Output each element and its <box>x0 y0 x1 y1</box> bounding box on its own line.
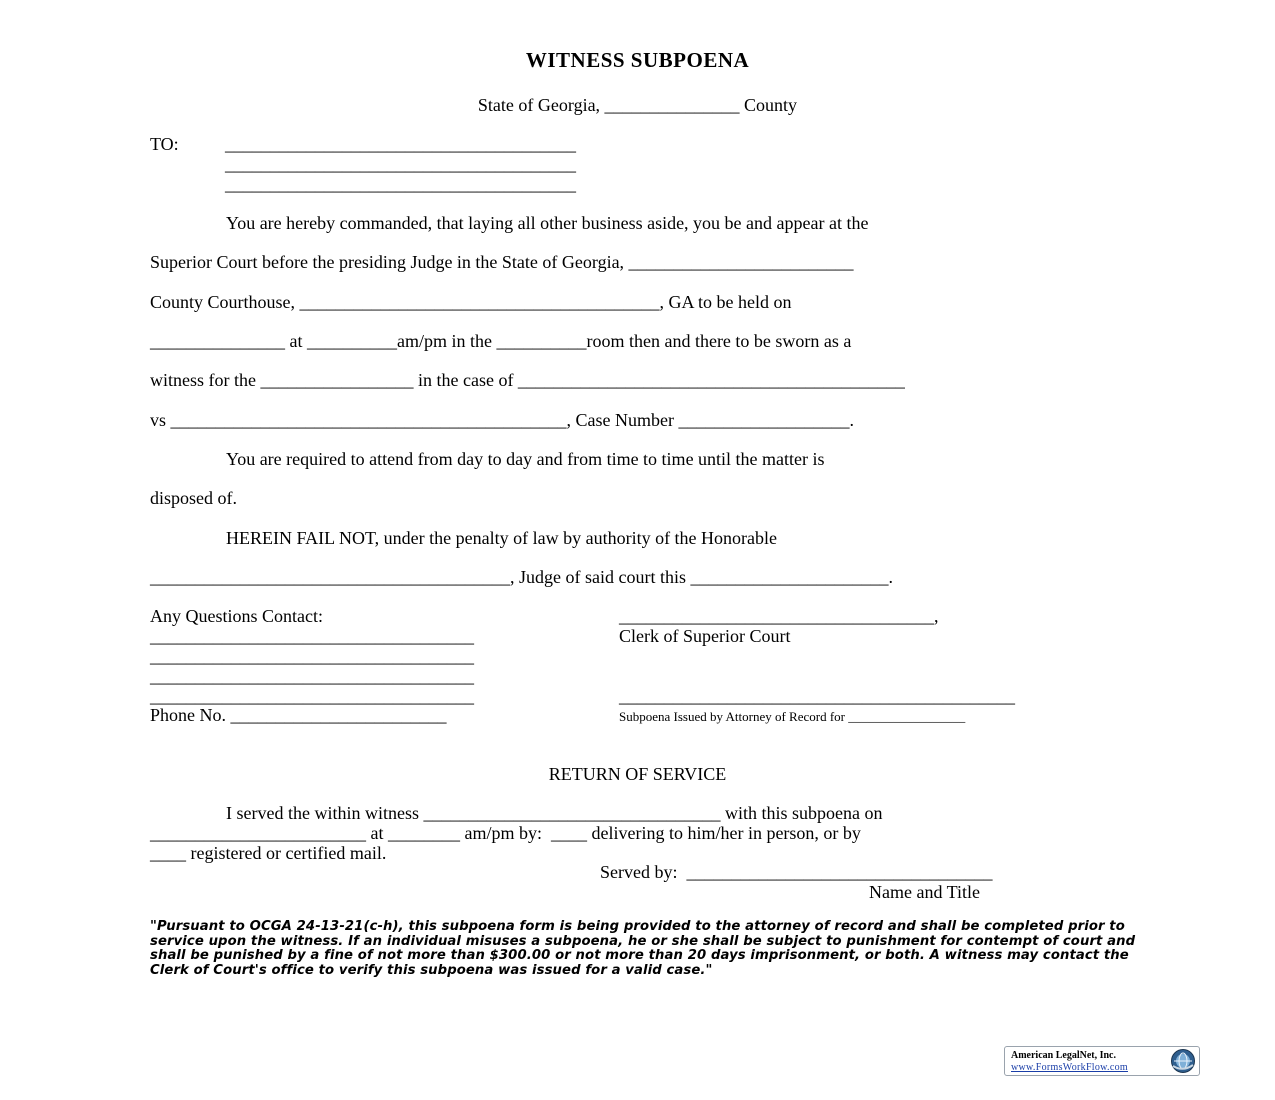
to-line-2: _______________________________________ <box>225 154 576 174</box>
phone-line: Phone No. ________________________ <box>150 705 447 725</box>
globe-icon <box>1170 1048 1196 1074</box>
logo-url-link[interactable]: www.FormsWorkFlow.com <box>1011 1062 1128 1073</box>
name-title-label: Name and Title <box>869 882 980 902</box>
body-line: vs ____________________________________________, Case Number ___________________. <box>150 410 854 430</box>
service-line: ________________________ at ________ am/pm by: ____ delivering to him/her in person, or by <box>150 823 861 843</box>
body-line: You are hereby commanded, that laying all other business aside, you be and appear at the <box>226 213 869 233</box>
body-line: _______________ at __________am/pm in the __________room then and there to be sworn as a <box>150 331 852 351</box>
body-line: HEREIN FAIL NOT, under the penalty of law by authority of the Honorable <box>226 528 778 548</box>
to-label: TO: <box>150 134 179 154</box>
logo-company-name: American LegalNet, Inc. <box>1011 1050 1116 1061</box>
legal-notice: "Pursuant to OCGA 24-13-21(c-h), this subpoena form is being provided to the attorney of record and shall be completed prior to service upon the witness. If an individual misuses a subpoena, he or she shall be subject to punishment for contempt of court and shall be punished by a fine of not more than $300.00 or not more than 20 days imprisonment, or both. A witness may contact the Clerk of Court's office to verify this subpoena was issued for a valid case." <box>150 919 1136 978</box>
body-line: County Courthouse, ________________________________________, GA to be held on <box>150 292 792 312</box>
to-line-1: _______________________________________ <box>225 134 576 154</box>
footer-logo <box>1004 1046 1200 1076</box>
contact-line: ____________________________________ <box>150 686 474 706</box>
body-line: disposed of. <box>150 488 237 508</box>
body-line: Superior Court before the presiding Judge in the State of Georgia, _________________________ <box>150 252 854 272</box>
clerk-title: Clerk of Superior Court <box>619 626 791 646</box>
service-line: ____ registered or certified mail. <box>150 843 387 863</box>
body-line: ________________________________________, Judge of said court this ______________________. <box>150 567 893 587</box>
to-line-3: _______________________________________ <box>225 174 576 194</box>
return-of-service-heading: RETURN OF SERVICE <box>548 764 727 784</box>
attorney-signature-line: ____________________________________________ <box>619 686 1015 706</box>
contact-line: ____________________________________ <box>150 666 474 686</box>
contact-line: ____________________________________ <box>150 646 474 666</box>
body-line: You are required to attend from day to day and from time to time until the matter is <box>226 449 825 469</box>
contact-label: Any Questions Contact: <box>150 606 323 626</box>
served-by-line: Served by: __________________________________ <box>600 862 993 882</box>
attorney-label: Subpoena Issued by Attorney of Record for __________________ <box>619 709 966 724</box>
clerk-signature-line: ___________________________________, <box>619 606 939 626</box>
document-title: WITNESS SUBPOENA <box>525 48 750 72</box>
service-line: I served the within witness _________________________________ with this subpoena on <box>226 803 883 823</box>
contact-line: ____________________________________ <box>150 626 474 646</box>
body-line: witness for the _________________ in the case of ___________________________________________ <box>150 370 905 390</box>
state-county-line: State of Georgia, _______________ County <box>477 95 798 115</box>
